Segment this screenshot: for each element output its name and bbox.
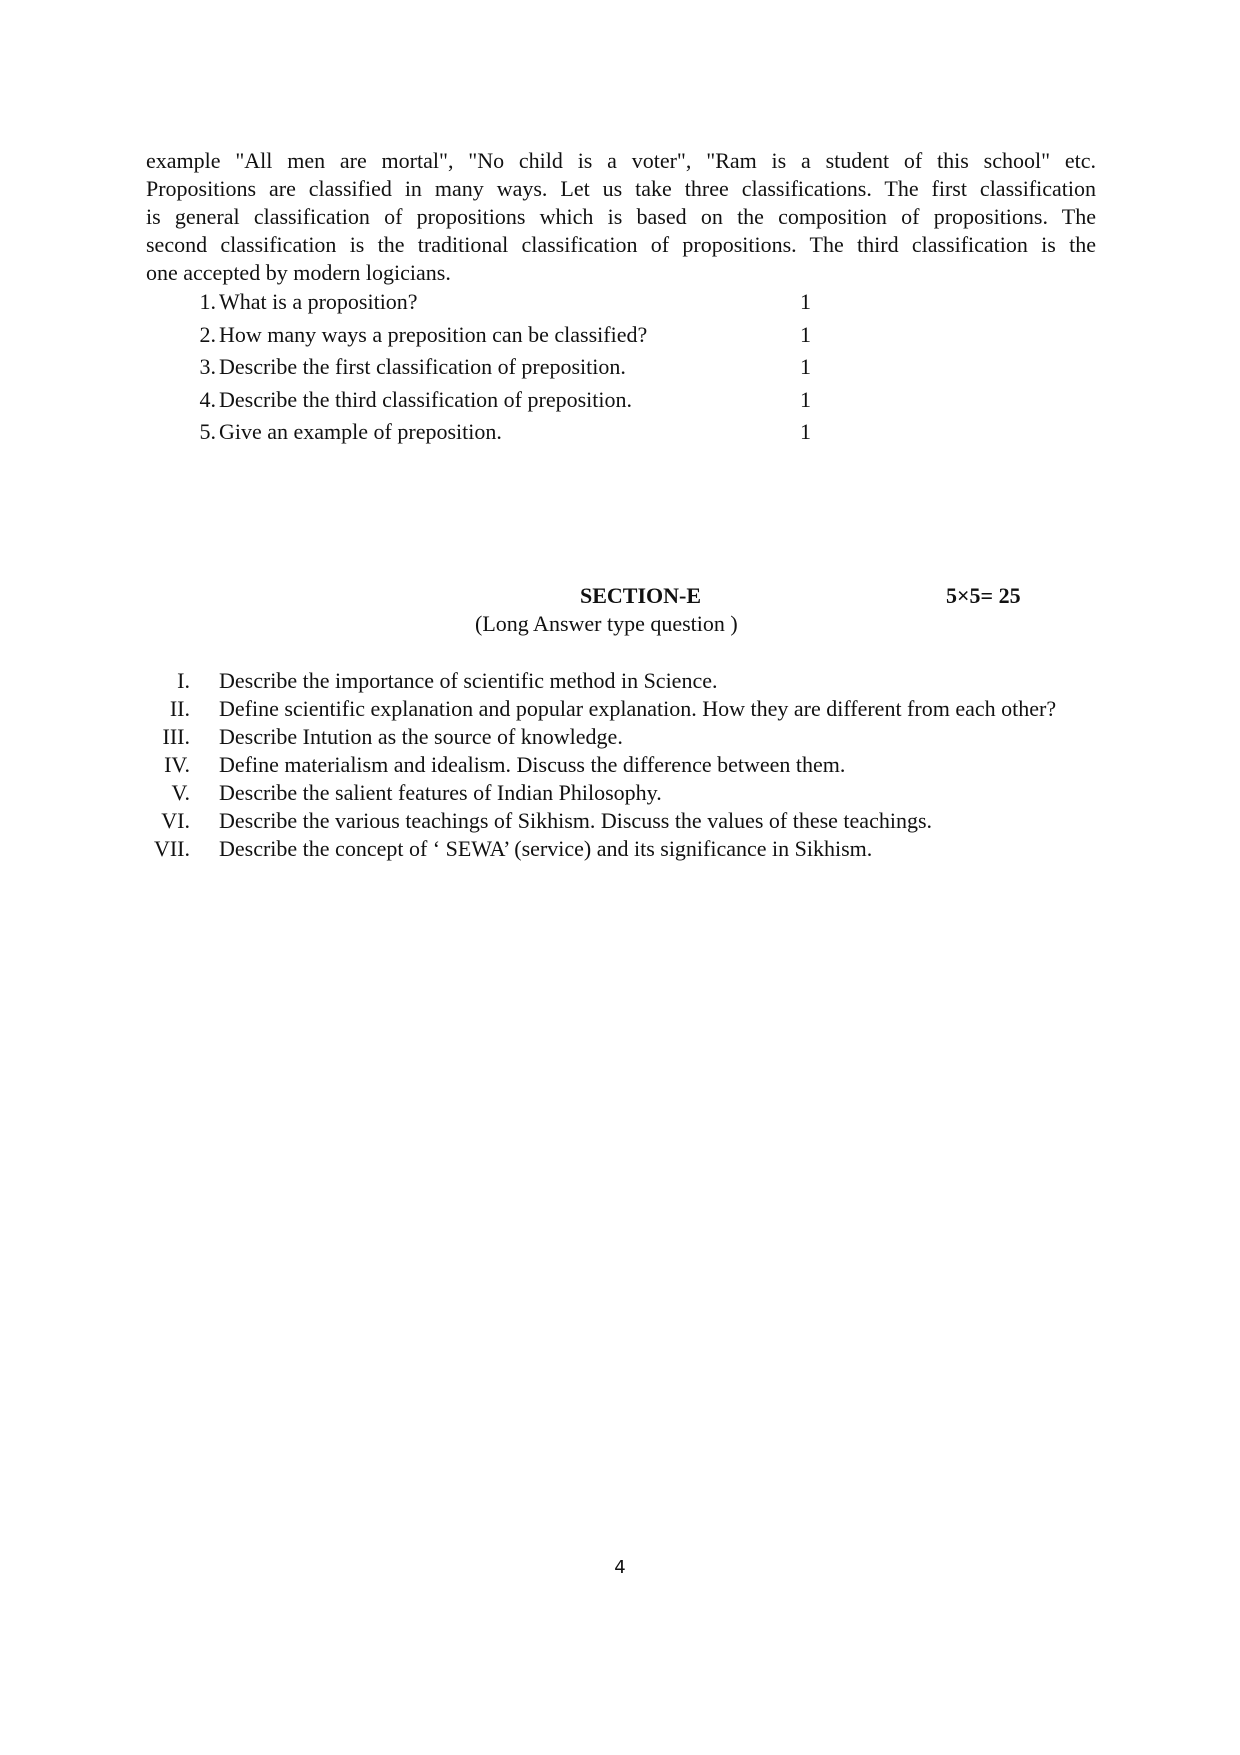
long-question-item <box>146 695 1096 723</box>
long-question-item <box>146 751 1096 779</box>
question-marks: 1 <box>800 386 811 412</box>
section-header <box>0 582 1240 612</box>
question-number: 1. <box>199 289 216 314</box>
passage-line: example "All men are mortal", "No child is a voter", "Ram is a student of this school" etc. <box>146 148 1096 173</box>
question-text: Define materialism and idealism. Discuss the difference between them. <box>219 752 846 777</box>
short-question-list <box>146 288 846 451</box>
long-question-item <box>146 835 1096 863</box>
question-text: Describe Intution as the source of knowledge. <box>219 724 623 749</box>
question-item <box>146 321 846 354</box>
section-title: SECTION-E <box>580 583 702 608</box>
passage-line: second classification is the traditional classification of propositions. The third classification is the <box>146 232 1096 257</box>
question-text: Give an example of preposition. <box>219 419 502 444</box>
long-question-item <box>146 723 1096 751</box>
question-number: V. <box>171 780 190 805</box>
question-number: 3. <box>199 354 216 379</box>
long-question-list <box>146 667 1096 863</box>
question-number: 4. <box>199 386 216 412</box>
question-number: III. <box>162 724 190 749</box>
passage-line: is general classification of propositions which is based on the composition of propositions. The <box>146 204 1096 229</box>
question-marks: 1 <box>800 321 811 347</box>
question-number: IV. <box>164 752 190 777</box>
question-marks: 1 <box>800 289 811 314</box>
question-text: Describe the salient features of Indian Philosophy. <box>219 780 662 805</box>
question-marks: 1 <box>800 354 811 379</box>
question-text: Define scientific explanation and popular explanation. How they are different from each other? <box>219 696 1057 721</box>
section-subtitle: (Long Answer type question ) <box>475 611 738 636</box>
question-text: What is a proposition? <box>219 289 418 314</box>
comprehension-passage <box>146 147 1096 287</box>
question-number: VII. <box>153 836 190 861</box>
passage-line: Propositions are classified in many ways. Let us take three classifications. The first classification <box>146 176 1096 201</box>
question-marks: 1 <box>800 419 811 444</box>
passage-line: one accepted by modern logicians. <box>146 260 451 285</box>
long-question-item <box>146 667 1096 695</box>
section-marks: 5×5= 25 <box>946 583 1021 608</box>
question-item <box>146 418 846 451</box>
page-number: 4 <box>614 1557 626 1578</box>
question-text: Describe the third classification of preposition. <box>219 386 632 412</box>
question-number: I. <box>177 668 190 693</box>
question-text: Describe the concept of ‘ SEWA’ (service) and its significance in Sikhism. <box>219 836 873 861</box>
question-item <box>146 386 846 419</box>
long-question-item <box>146 779 1096 807</box>
question-number: 5. <box>199 419 216 444</box>
long-question-item <box>146 807 1096 835</box>
question-number: II. <box>169 696 190 721</box>
question-text: Describe the importance of scientific method in Science. <box>219 668 718 693</box>
question-number: 2. <box>199 321 216 347</box>
question-number: VI. <box>161 808 190 833</box>
question-item <box>146 353 846 386</box>
question-text: How many ways a preposition can be classified? <box>219 321 648 347</box>
question-text: Describe the various teachings of Sikhism. Discuss the values of these teachings. <box>219 808 933 833</box>
question-text: Describe the first classification of preposition. <box>219 354 626 379</box>
question-item <box>146 288 846 321</box>
